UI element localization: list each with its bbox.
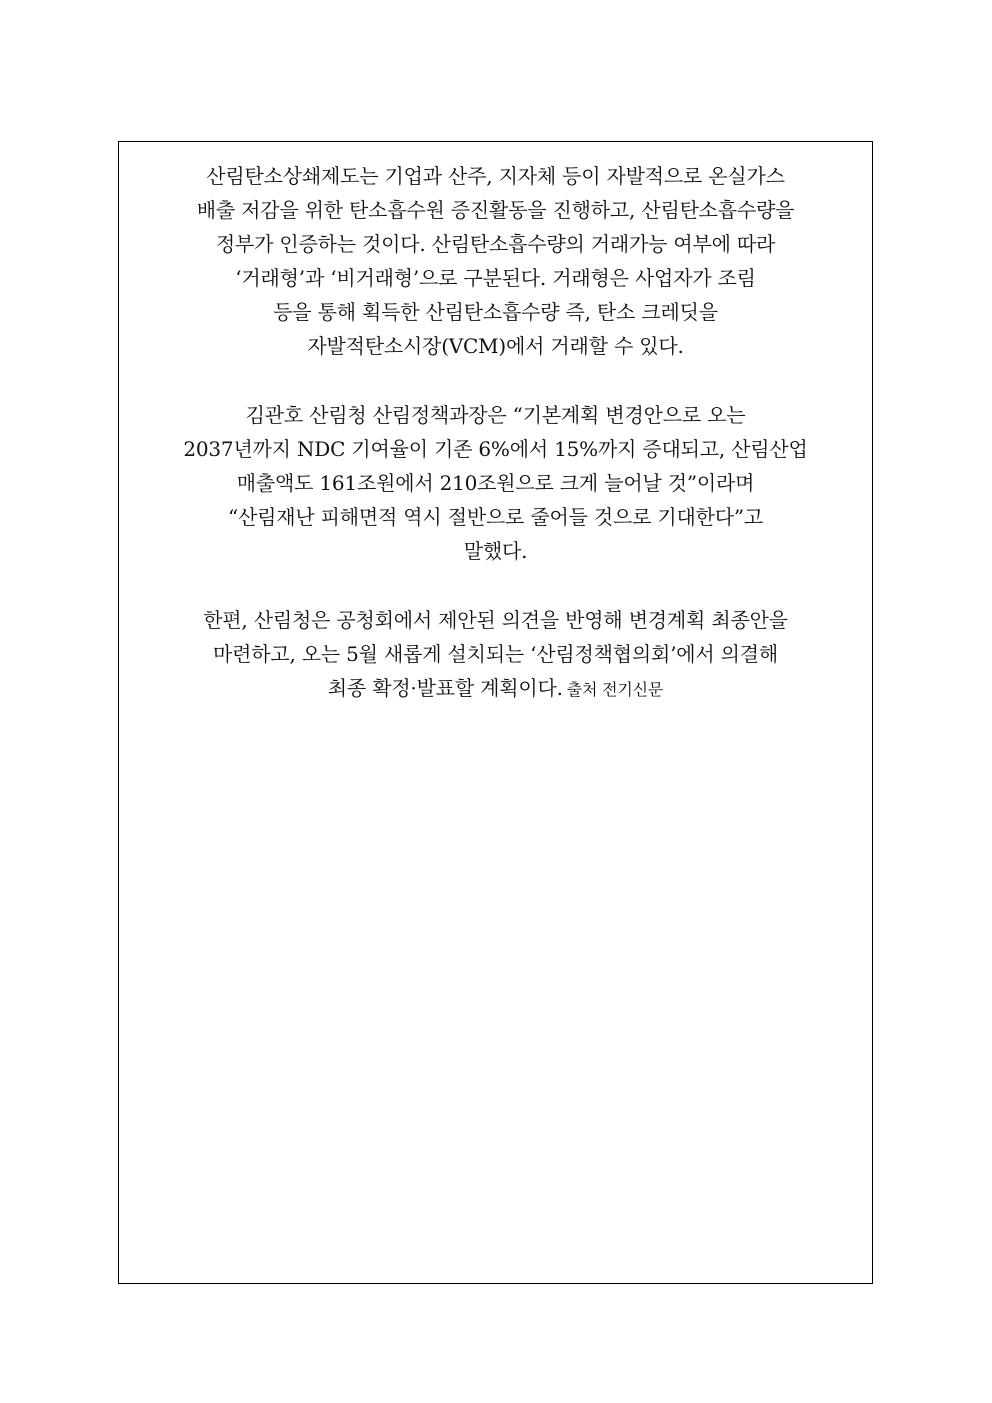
text-line: 최종 확정·발표할 계획이다. [327,676,563,700]
text-line: 정부가 인증하는 것이다. 산림탄소흡수량의 거래가능 여부에 따라 [215,232,776,256]
text-line: 김관호 산림청 산림정책과장은 “기본계획 변경안으로 오는 [245,403,746,427]
text-line: 마련하고, 오는 5월 새롭게 설치되는 ‘산림정책협의회’에서 의결해 [212,642,779,666]
text-line: 등을 통해 획득한 산림탄소흡수량 즉, 탄소 크레딧을 [273,300,718,324]
source-credit: 출처 전기신문 [566,680,664,699]
text-line: 산림탄소상쇄제도는 기업과 산주, 지자체 등이 자발적으로 온실가스 [206,164,785,188]
paragraph-quote [119,398,872,568]
text-line: 2037년까지 NDC 기여율이 기존 6%에서 15%까지 증대되고, 산림산업 [183,437,808,461]
text-line: 매출액도 161조원에서 210조원으로 크게 늘어날 것”이라며 [236,471,755,495]
text-line: 자발적탄소시장(VCM)에서 거래할 수 있다. [307,334,684,358]
text-line: 말했다. [463,539,528,563]
text-line-with-source [119,671,872,707]
article-frame [118,141,873,1284]
article-body [119,159,872,742]
text-line: ‘거래형’과 ‘비거래형’으로 구분된다. 거래형은 사업자가 조림 [235,266,756,290]
text-line: “산림재난 피해면적 역시 절반으로 줄어들 것으로 기대한다”고 [228,505,763,529]
paragraph-intro [119,159,872,363]
paragraph-plan [119,603,872,707]
text-line: 배출 저감을 위한 탄소흡수원 증진활동을 진행하고, 산림탄소흡수량을 [196,198,795,222]
text-line: 한편, 산림청은 공청회에서 제안된 의견을 반영해 변경계획 최종안을 [203,608,788,632]
